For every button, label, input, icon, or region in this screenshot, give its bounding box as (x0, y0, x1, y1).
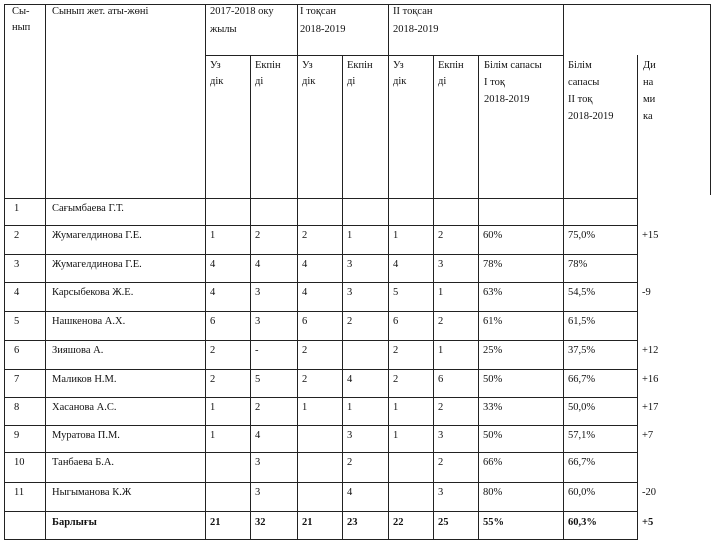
row-number: 5 (14, 316, 20, 327)
col-rule (250, 55, 251, 540)
khoroshist-subheader: ді (347, 76, 356, 87)
row-number: 7 (14, 374, 20, 385)
row-value: 60,0% (568, 487, 596, 498)
year-header: 2017-2018 оку (210, 6, 274, 17)
total-value: 21 (210, 517, 221, 528)
row-value: 80% (483, 487, 503, 498)
row-value: +12 (642, 345, 659, 356)
quality-q2-header: 2018-2019 (568, 111, 614, 122)
teacher-name: Ныгыманова К.Ж (52, 487, 132, 498)
row-value: 4 (255, 259, 261, 270)
total-value: 22 (393, 517, 404, 528)
quality-q1-header: I тоқ (484, 77, 505, 88)
col-rule (45, 4, 46, 540)
row-value: 2 (393, 345, 399, 356)
row-value: 3 (438, 259, 444, 270)
quarter2-header: 2018-2019 (393, 24, 439, 35)
otlichnik-subheader: дік (302, 76, 316, 87)
row-value: 66,7% (568, 457, 596, 468)
row-rule (4, 340, 638, 341)
row-value: 3 (347, 287, 353, 298)
col-rule (433, 55, 434, 540)
otlichnik-subheader: дік (210, 76, 224, 87)
row-number: 4 (14, 287, 20, 298)
row-number: 9 (14, 430, 20, 441)
row-value: 61,5% (568, 316, 596, 327)
teacher-name: Муратова П.М. (52, 430, 120, 441)
row-value: 78% (568, 259, 588, 270)
dynamics-header: Ди (643, 60, 656, 71)
row-value: 1 (393, 402, 399, 413)
otlichnik-subheader: Уз (210, 60, 221, 71)
row-rule (4, 511, 638, 512)
row-value: 25% (483, 345, 503, 356)
quarter1-header: 2018-2019 (300, 24, 346, 35)
row-value: +17 (642, 402, 659, 413)
row-value: -20 (642, 487, 656, 498)
row-value: 50,0% (568, 402, 596, 413)
row-value: 2 (210, 345, 216, 356)
otlichnik-subheader: Уз (302, 60, 313, 71)
row-value: 63% (483, 287, 503, 298)
row-rule (4, 425, 638, 426)
row-value: 1 (393, 430, 399, 441)
teacher-name: Жумагелдинова Г.Е. (52, 230, 142, 241)
row-value: 4 (347, 487, 353, 498)
otlichnik-subheader: дік (393, 76, 407, 87)
teacher-name: Маликов Н.М. (52, 374, 117, 385)
row-value: 6 (438, 374, 444, 385)
quality-q2-header: Білім (568, 60, 592, 71)
row-value: 3 (347, 259, 353, 270)
total-value: 25 (438, 517, 449, 528)
row-value: 3 (255, 487, 261, 498)
row-value: 4 (302, 259, 308, 270)
row-value: 2 (302, 345, 308, 356)
total-label: Барлығы (52, 517, 97, 528)
col-rule (478, 55, 479, 540)
row-rule (4, 482, 638, 483)
subheader-rule (205, 55, 563, 56)
row-value: 66,7% (568, 374, 596, 385)
row-rule (4, 452, 638, 453)
row-value: 5 (255, 374, 261, 385)
row-value: 3 (255, 316, 261, 327)
row-value: 2 (347, 316, 353, 327)
quality-q2-header: II тоқ (568, 94, 593, 105)
row-value: 5 (393, 287, 399, 298)
row-value: +16 (642, 374, 659, 385)
total-value: 55% (483, 517, 504, 528)
col-rule (297, 4, 298, 540)
quality-q1-header: Білім сапасы (484, 60, 542, 71)
row-value: 1 (347, 230, 353, 241)
row-value: 1 (210, 402, 216, 413)
row-value: 61% (483, 316, 503, 327)
col-rule (388, 4, 389, 540)
row-number: 8 (14, 402, 20, 413)
row-rule (4, 397, 638, 398)
row-value: 4 (347, 374, 353, 385)
row-value: 1 (393, 230, 399, 241)
row-value: 2 (438, 457, 444, 468)
row-value: +7 (642, 430, 654, 441)
row-value: 2 (438, 402, 444, 413)
row-value: 37,5% (568, 345, 596, 356)
row-value: 4 (210, 259, 216, 270)
teacher-name: Хасанова А.С. (52, 402, 117, 413)
teacher-name: Сағымбаева Г.Т. (52, 203, 124, 214)
row-value: 4 (302, 287, 308, 298)
col-rule (205, 4, 206, 540)
row-value: 1 (210, 430, 216, 441)
year-header: жылы (210, 24, 237, 35)
row-value: 2 (302, 374, 308, 385)
row-rule (4, 282, 638, 283)
row-value: 2 (438, 316, 444, 327)
row-value: 3 (438, 487, 444, 498)
row-value: 2 (302, 230, 308, 241)
row-value: 1 (438, 287, 444, 298)
row-value: 1 (210, 230, 216, 241)
khoroshist-subheader: Екпін (438, 60, 464, 71)
row-value: 57,1% (568, 430, 596, 441)
row-number: 3 (14, 259, 20, 270)
row-value: 4 (255, 430, 261, 441)
row-number: 2 (14, 230, 20, 241)
row-value: +15 (642, 230, 659, 241)
otlichnik-subheader: Уз (393, 60, 404, 71)
row-value: 4 (393, 259, 399, 270)
row-number: 11 (14, 487, 25, 498)
row-value: 2 (210, 374, 216, 385)
row-value: 50% (483, 374, 503, 385)
total-value: 60,3% (568, 517, 597, 528)
row-value: -9 (642, 287, 651, 298)
khoroshist-subheader: ді (255, 76, 264, 87)
total-value: +5 (642, 517, 654, 528)
row-value: - (255, 345, 259, 356)
row-value: 3 (255, 287, 261, 298)
row-value: 6 (210, 316, 216, 327)
teacher-name: Зияшова А. (52, 345, 104, 356)
class-header: нып (12, 22, 31, 33)
row-number: 10 (14, 457, 25, 468)
row-rule (4, 254, 638, 255)
col-rule (563, 4, 564, 540)
row-number: 1 (14, 203, 20, 214)
col-rule (710, 4, 711, 195)
row-value: 66% (483, 457, 503, 468)
dynamics-header: ми (643, 94, 656, 105)
row-value: 1 (347, 402, 353, 413)
row-value: 1 (438, 345, 444, 356)
khoroshist-subheader: ді (438, 76, 447, 87)
row-value: 2 (393, 374, 399, 385)
teacher-name: Нашкенова А.Х. (52, 316, 126, 327)
row-value: 3 (255, 457, 261, 468)
row-value: 6 (393, 316, 399, 327)
khoroshist-subheader: Екпін (347, 60, 373, 71)
row-number: 6 (14, 345, 20, 356)
dynamics-header: на (643, 77, 654, 88)
teacher-name: Карсыбекова Ж.Е. (52, 287, 134, 298)
col-rule (637, 55, 638, 540)
row-value: 33% (483, 402, 503, 413)
name-header: Сынып жет. аты-жөні (52, 6, 149, 17)
row-rule (4, 225, 638, 226)
row-value: 3 (438, 430, 444, 441)
row-value: 2 (255, 230, 261, 241)
teacher-name: Жумагелдинова Г.Е. (52, 259, 142, 270)
row-value: 60% (483, 230, 503, 241)
row-value: 2 (255, 402, 261, 413)
row-value: 75,0% (568, 230, 596, 241)
row-value: 3 (347, 430, 353, 441)
khoroshist-subheader: Екпін (255, 60, 281, 71)
teacher-name: Танбаева Б.А. (52, 457, 115, 468)
row-rule (4, 369, 638, 370)
quarter2-header: II тоқсан (393, 6, 433, 17)
dynamics-header: ка (643, 111, 653, 122)
col-rule (4, 4, 5, 540)
quality-q1-header: 2018-2019 (484, 94, 530, 105)
total-value: 21 (302, 517, 313, 528)
row-value: 2 (347, 457, 353, 468)
row-value: 6 (302, 316, 308, 327)
quarter1-header: I тоқсан (300, 6, 336, 17)
row-rule (4, 311, 638, 312)
row-rule (4, 198, 638, 199)
total-value: 23 (347, 517, 358, 528)
row-value: 1 (302, 402, 308, 413)
row-value: 78% (483, 259, 503, 270)
quality-q2-header: сапасы (568, 77, 600, 88)
class-header: Сы- (12, 6, 30, 17)
row-value: 4 (210, 287, 216, 298)
total-value: 32 (255, 517, 266, 528)
row-value: 50% (483, 430, 503, 441)
col-rule (342, 55, 343, 540)
row-value: 2 (438, 230, 444, 241)
row-value: 54,5% (568, 287, 596, 298)
